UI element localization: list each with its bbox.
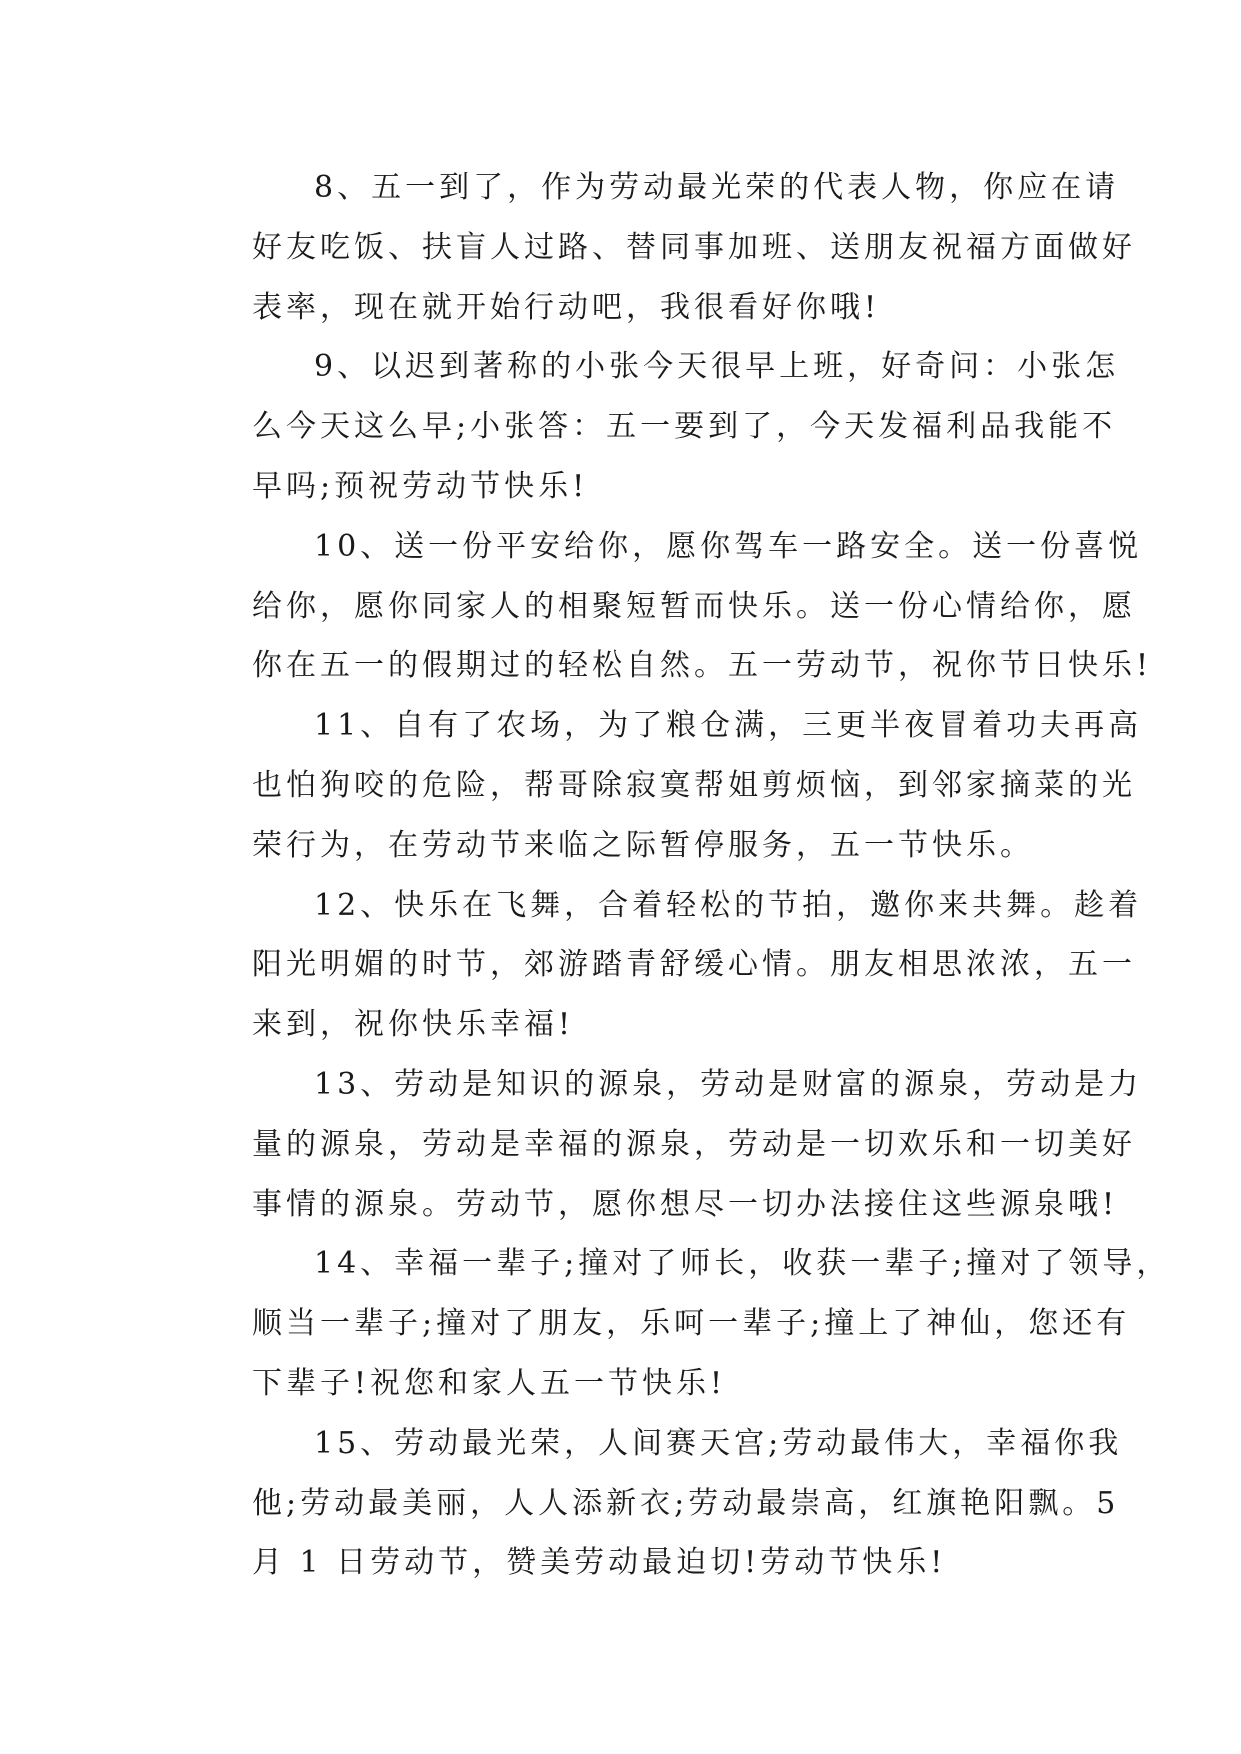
paragraph-9 xyxy=(190,337,1120,516)
paragraph-14 xyxy=(190,1234,1171,1413)
paragraph-8 xyxy=(190,158,1136,337)
paragraph-line: 早吗;预祝劳动节快乐! xyxy=(252,468,589,504)
paragraph-line: 表率，现在就开始行动吧，我很看好你哦! xyxy=(252,289,881,325)
paragraph-11 xyxy=(190,696,1143,875)
paragraph-line: 他;劳动最美丽，人人添新衣;劳动最崇高，红旗艳阳飘。5 xyxy=(252,1485,1120,1521)
paragraph-line: 来到，祝你快乐幸福! xyxy=(252,1007,575,1043)
paragraph-10 xyxy=(190,517,1153,696)
paragraph-15 xyxy=(190,1414,1123,1593)
paragraph-line: 下辈子!祝您和家人五一节快乐! xyxy=(252,1365,727,1401)
paragraph-line: 12、快乐在飞舞，合着轻松的节拍，邀你来共舞。趁着 xyxy=(314,887,1143,923)
paragraph-line: 给你，愿你同家人的相聚短暂而快乐。送一份心情给你，愿 xyxy=(252,588,1136,624)
paragraph-line: 你在五一的假期过的轻松自然。五一劳动节，祝你节日快乐! xyxy=(252,648,1153,684)
paragraph-line: 14、幸福一辈子;撞对了师长，收获一辈子;撞对了领导， xyxy=(314,1246,1171,1282)
paragraph-line: 8、五一到了，作为劳动最光荣的代表人物，你应在请 xyxy=(314,170,1120,205)
paragraph-line: 顺当一辈子;撞对了朋友，乐呵一辈子;撞上了神仙，您还有 xyxy=(252,1306,1131,1342)
paragraph-line: 么今天这么早;小张答：五一要到了，今天发福利品我能不 xyxy=(252,409,1117,445)
paragraph-13 xyxy=(190,1055,1143,1234)
paragraph-line: 阳光明媚的时节，郊游踏青舒缓心情。朋友相思浓浓，五一 xyxy=(252,947,1136,983)
paragraph-line: 13、劳动是知识的源泉，劳动是财富的源泉，劳动是力 xyxy=(314,1066,1143,1102)
paragraph-line: 15、劳动最光荣，人间赛天宫;劳动最伟大，幸福你我 xyxy=(314,1425,1123,1461)
paragraph-line: 月 1 日劳动节，赞美劳动最迫切!劳动节快乐! xyxy=(252,1545,947,1581)
paragraph-line: 也怕狗咬的危险，帮哥除寂寞帮姐剪烦恼，到邻家摘菜的光 xyxy=(252,767,1136,803)
paragraph-line: 好友吃饭、扶盲人过路、替同事加班、送朋友祝福方面做好 xyxy=(252,229,1136,265)
paragraph-line: 事情的源泉。劳动节，愿你想尽一切办法接住这些源泉哦! xyxy=(252,1186,1119,1222)
document-body xyxy=(190,158,1171,1593)
paragraph-line: 量的源泉，劳动是幸福的源泉，劳动是一切欢乐和一切美好 xyxy=(252,1126,1136,1162)
paragraph-line: 荣行为，在劳动节来临之际暂停服务，五一节快乐。 xyxy=(252,827,1034,863)
paragraph-line: 11、自有了农场，为了粮仓满，三更半夜冒着功夫再高 xyxy=(314,708,1143,744)
paragraph-12 xyxy=(190,876,1143,1055)
paragraph-line: 9、以迟到著称的小张今天很早上班，好奇问：小张怎 xyxy=(314,349,1120,385)
paragraph-line: 10、送一份平安给你，愿你驾车一路安全。送一份喜悦 xyxy=(314,528,1143,564)
